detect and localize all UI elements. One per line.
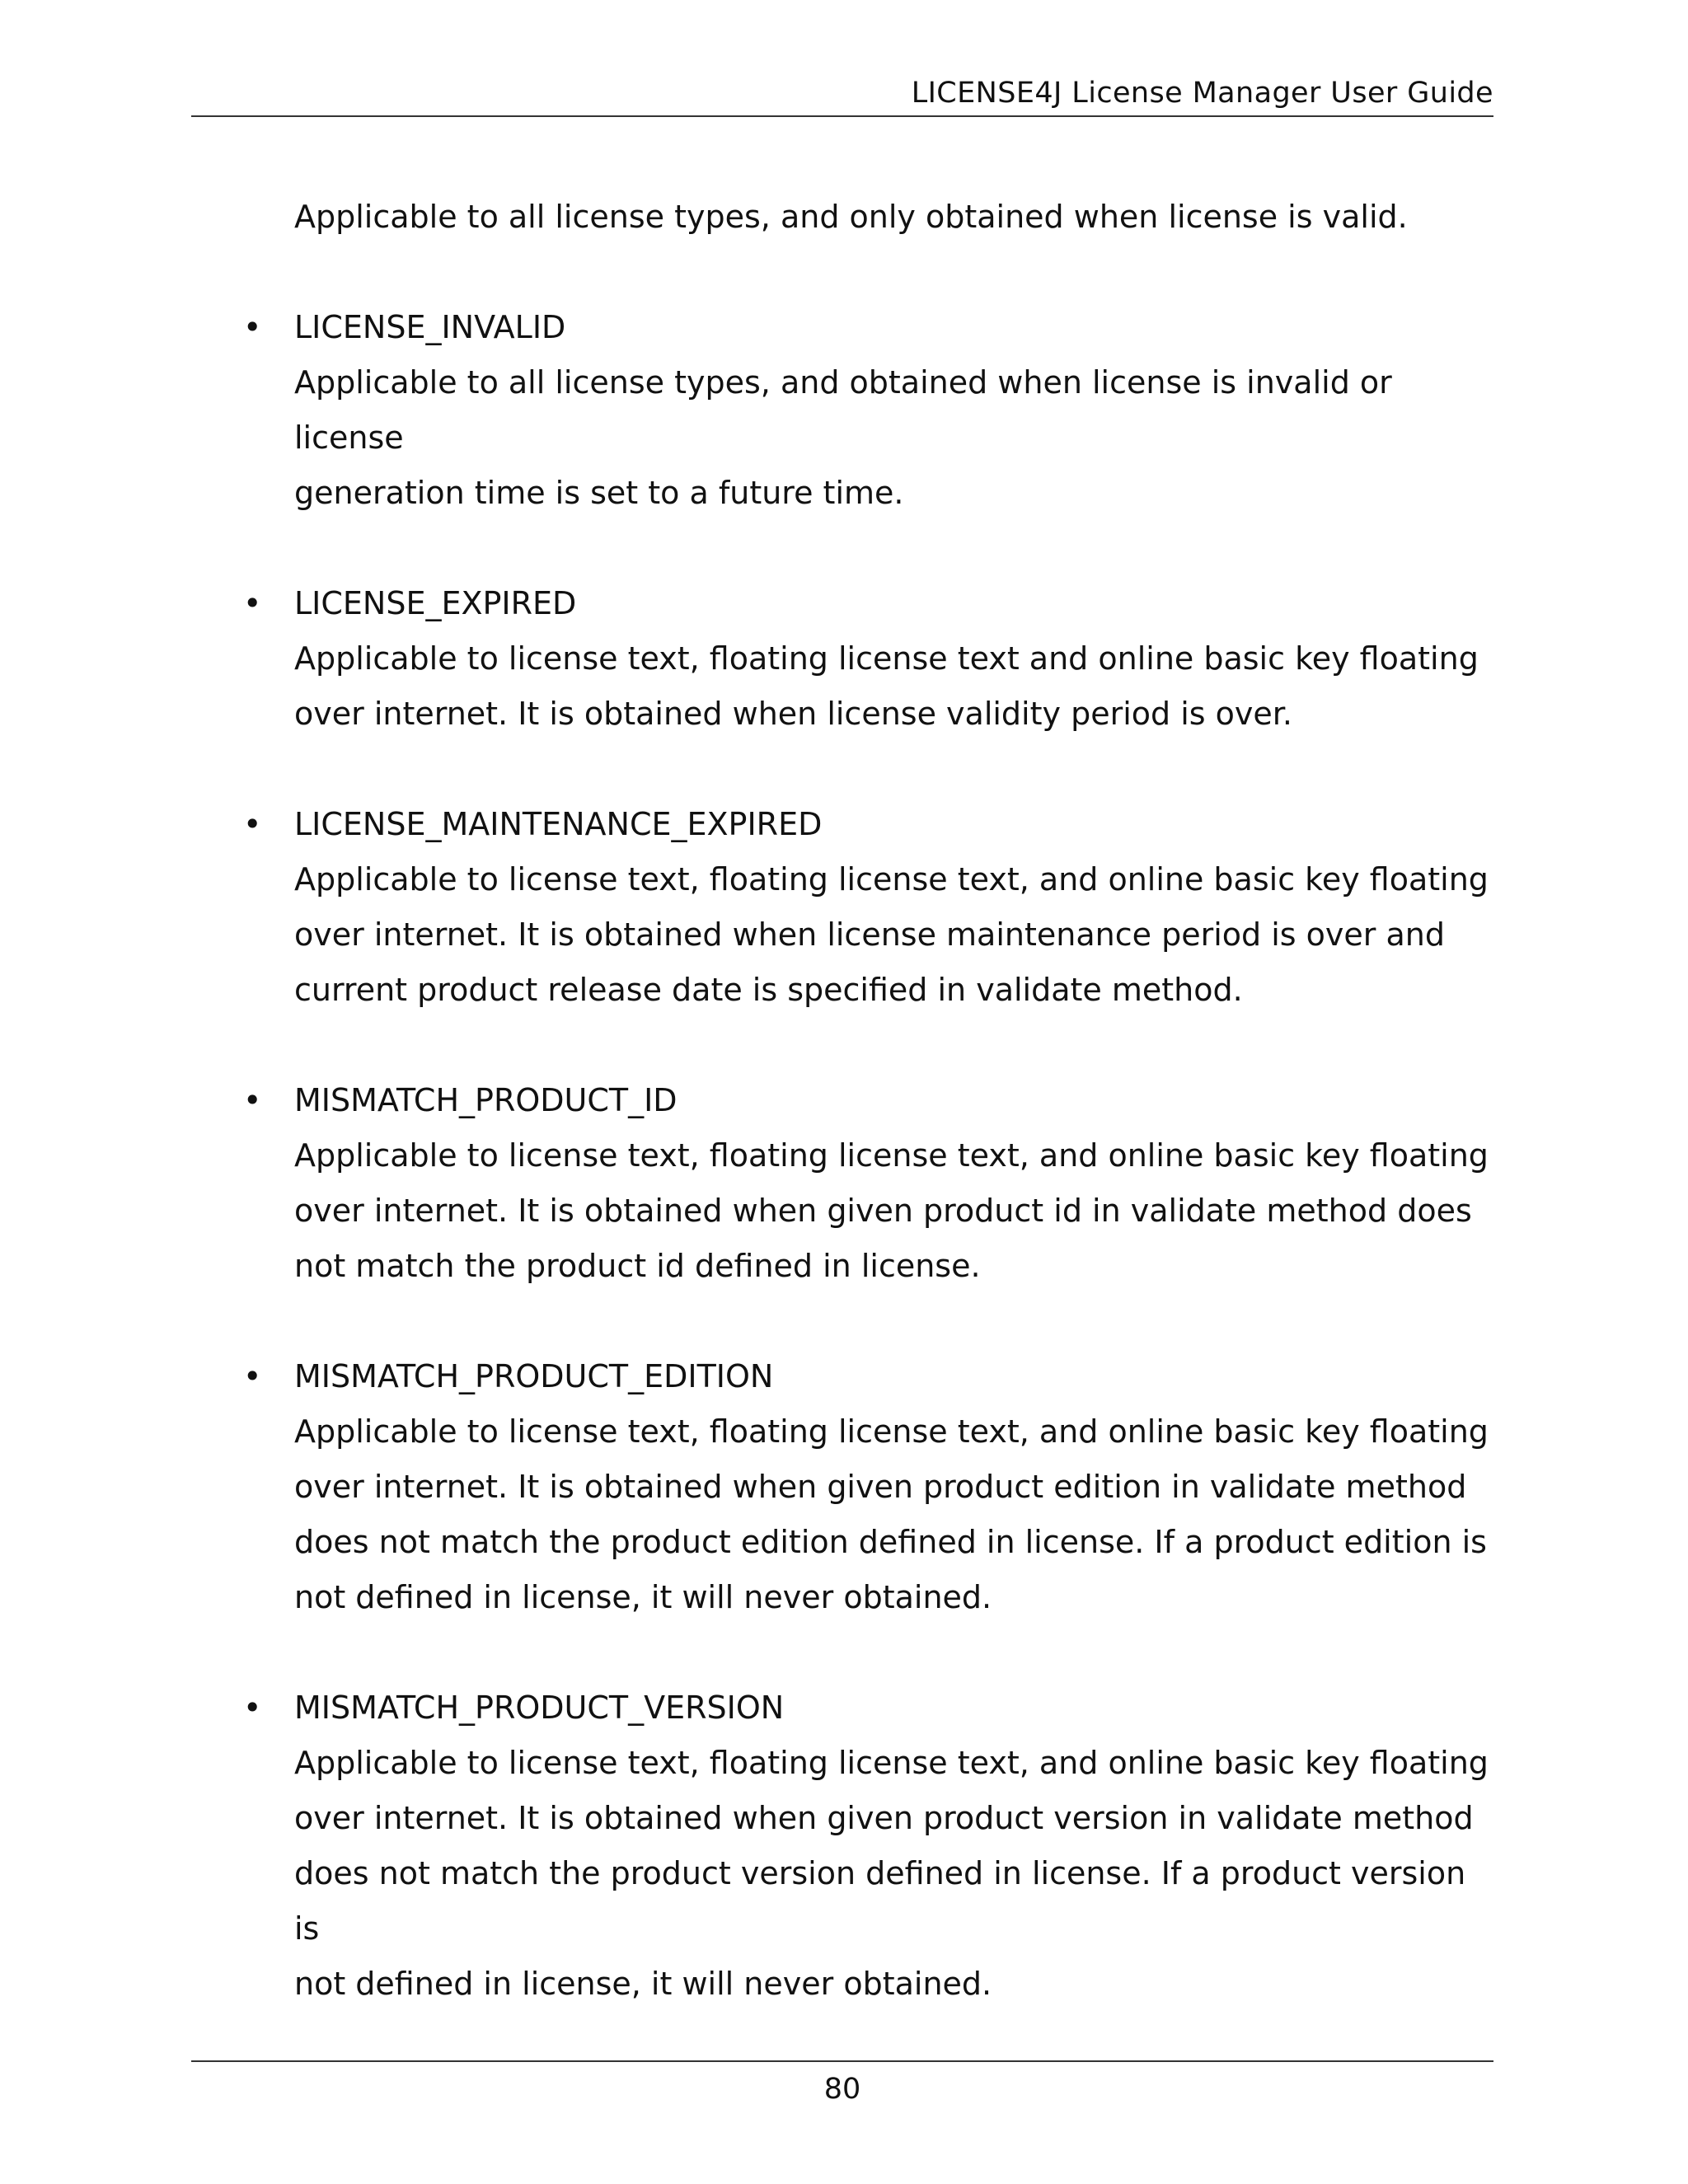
- list-item: [191, 576, 1493, 742]
- list-item: [191, 1073, 1493, 1294]
- item-description: Applicable to license text, floating license text, and online basic key floating over internet. It is obtained when given product edition in validate method does not match the product edition defined in license. If a product edition is not defined in license, it will never obtained.: [294, 1413, 1489, 1615]
- page-header: [191, 76, 1493, 117]
- item-code: MISMATCH_PRODUCT_EDITION: [294, 1358, 774, 1394]
- item-description: Applicable to license text, floating license text, and online basic key floating over internet. It is obtained when given product version in validate method does not match the product version defined in license. If a product version is not defined in license, it will never obtained.: [294, 1745, 1489, 2002]
- item-code: LICENSE_MAINTENANCE_EXPIRED: [294, 806, 823, 842]
- item-code: LICENSE_INVALID: [294, 309, 566, 345]
- item-description: Applicable to license text, floating license text and online basic key floating over internet. It is obtained when license validity period is over.: [294, 640, 1479, 732]
- item-code: MISMATCH_PRODUCT_VERSION: [294, 1690, 785, 1726]
- bullet-icon: •: [243, 585, 262, 621]
- bullet-icon: •: [243, 1358, 262, 1394]
- item-description: Applicable to license text, floating license text, and online basic key floating over internet. It is obtained when given product id in validate method does not match the product id defined in license.: [294, 1137, 1489, 1284]
- list-item: [191, 1680, 1493, 2012]
- bullet-icon: •: [243, 806, 262, 842]
- status-list: [191, 300, 1493, 2012]
- item-code: MISMATCH_PRODUCT_ID: [294, 1082, 678, 1118]
- intro-paragraph: Applicable to all license types, and only obtained when license is valid.: [294, 199, 1408, 235]
- item-description: Applicable to license text, floating license text, and online basic key floating over internet. It is obtained when license maintenance period is over and current product release date is specified in validate method.: [294, 861, 1489, 1008]
- list-item: [191, 1349, 1493, 1625]
- bullet-icon: •: [243, 1690, 262, 1726]
- bullet-icon: •: [243, 309, 262, 345]
- page-footer: [191, 2060, 1493, 2106]
- item-code: LICENSE_EXPIRED: [294, 585, 577, 621]
- list-item: [191, 797, 1493, 1018]
- page-content: [191, 190, 1493, 2067]
- item-description: Applicable to all license types, and obtained when license is invalid or license generation time is set to a future time.: [294, 364, 1392, 511]
- page-number: 80: [823, 2073, 861, 2106]
- list-item: [191, 300, 1493, 521]
- bullet-icon: •: [243, 1082, 262, 1118]
- document-title: LICENSE4J License Manager User Guide: [911, 77, 1493, 110]
